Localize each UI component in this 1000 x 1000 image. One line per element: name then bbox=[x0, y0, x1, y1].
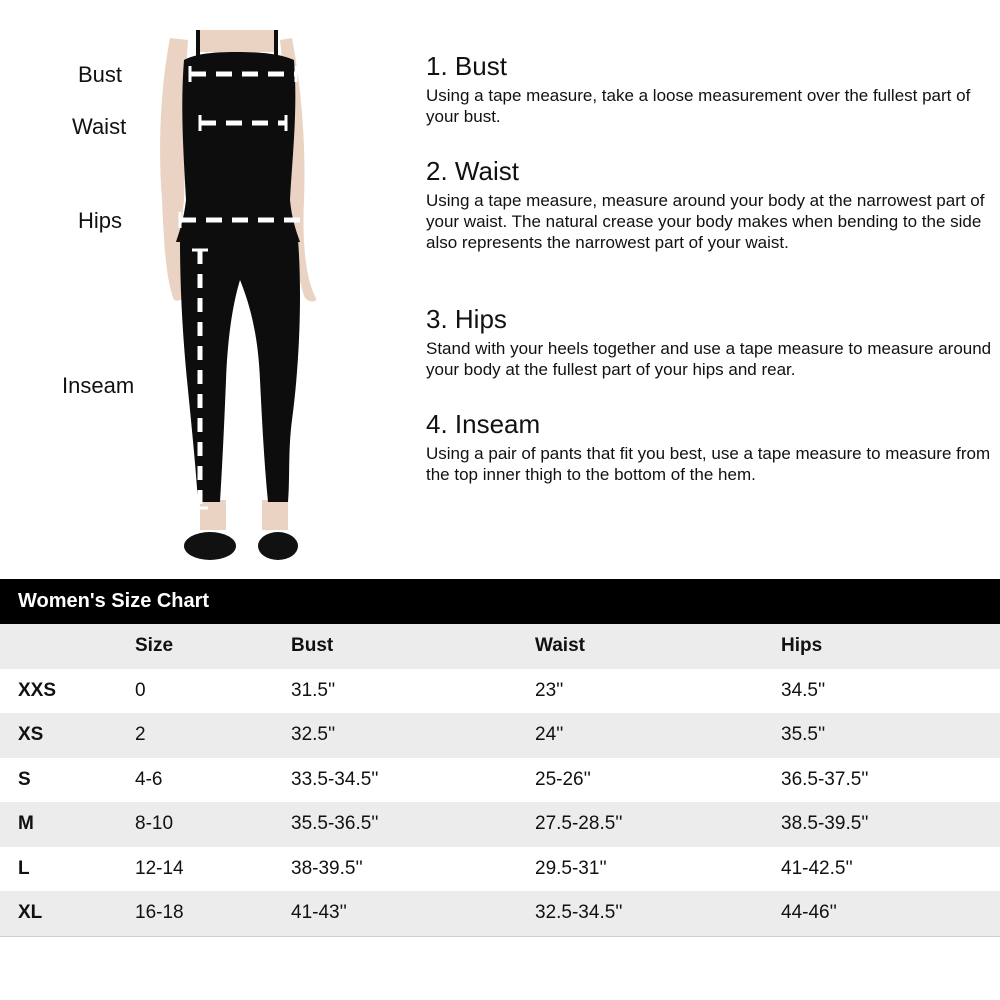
hips-cell: 35.5'' bbox=[781, 724, 826, 746]
hips-cell: 34.5'' bbox=[781, 679, 826, 701]
waist-cell: 23'' bbox=[535, 679, 564, 701]
size-cell: 16-18 bbox=[135, 902, 184, 924]
left-strap bbox=[196, 30, 200, 60]
bust-cell: 41-43'' bbox=[291, 902, 347, 924]
column-header-waist: Waist bbox=[535, 635, 585, 657]
table-row bbox=[0, 847, 1000, 892]
bust-instruction bbox=[426, 50, 996, 127]
size-cell: 4-6 bbox=[135, 768, 163, 790]
waist-instruction-text: Using a tape measure, measure around your body at the narrowest part of your waist. The natural crease your body makes when bending to the side also represents the narrowest part of your waist. bbox=[426, 191, 985, 252]
column-header-size: Size bbox=[135, 635, 174, 657]
size-label-cell: S bbox=[18, 768, 31, 790]
inseam-instruction-text: Using a pair of pants that fit you best, use a tape measure to measure from the top inner thigh to the bottom of the hem. bbox=[426, 444, 991, 484]
column-header-bust: Bust bbox=[291, 635, 334, 657]
waist-instruction bbox=[426, 155, 996, 253]
waist-cell: 24'' bbox=[535, 724, 564, 746]
waist-cell: 27.5-28.5'' bbox=[535, 813, 623, 835]
size-label-cell: L bbox=[18, 857, 30, 879]
size-chart-title: Women's Size Chart bbox=[0, 579, 1000, 624]
inseam-label: Inseam bbox=[62, 373, 135, 398]
table-row bbox=[0, 891, 1000, 936]
hips-cell: 38.5-39.5'' bbox=[781, 813, 869, 835]
bust-instruction-text: Using a tape measure, take a loose measurement over the fullest part of your bust. bbox=[426, 86, 971, 126]
inseam-instruction-title: 4. Inseam bbox=[426, 409, 541, 439]
size-label-cell: XL bbox=[18, 902, 43, 924]
table-header-row bbox=[0, 624, 1000, 669]
bust-cell: 38-39.5'' bbox=[291, 857, 363, 879]
hips-instruction-text: Stand with your heels together and use a tape measure to measure around your body at the fullest part of your hips and rear. bbox=[426, 339, 992, 379]
measurement-figure bbox=[0, 0, 410, 575]
waist-cell: 32.5-34.5'' bbox=[535, 902, 623, 924]
size-chart bbox=[0, 579, 1000, 937]
left-shoe bbox=[184, 532, 236, 560]
size-label-cell: XXS bbox=[18, 679, 57, 701]
hips-instruction-title: 3. Hips bbox=[426, 304, 507, 334]
bust-cell: 33.5-34.5'' bbox=[291, 768, 379, 790]
table-row bbox=[0, 713, 1000, 758]
waist-cell: 25-26'' bbox=[535, 768, 591, 790]
bust-cell: 35.5-36.5'' bbox=[291, 813, 379, 835]
size-cell: 8-10 bbox=[135, 813, 174, 835]
column-header-label bbox=[0, 624, 135, 669]
right-shoe bbox=[258, 532, 298, 560]
waist-cell: 29.5-31'' bbox=[535, 857, 607, 879]
size-cell: 12-14 bbox=[135, 857, 184, 879]
right-strap bbox=[274, 30, 278, 60]
waist-label: Waist bbox=[72, 114, 127, 139]
size-label-cell: XS bbox=[18, 724, 44, 746]
size-cell: 0 bbox=[135, 679, 146, 701]
camisole bbox=[176, 52, 300, 242]
hips-cell: 44-46'' bbox=[781, 902, 837, 924]
size-chart-table bbox=[0, 624, 1000, 936]
waist-instruction-title: 2. Waist bbox=[426, 156, 519, 186]
column-header-hips: Hips bbox=[781, 635, 823, 657]
hips-label: Hips bbox=[78, 208, 123, 233]
table-row bbox=[0, 669, 1000, 714]
bust-label: Bust bbox=[78, 62, 123, 87]
table-row bbox=[0, 758, 1000, 803]
model-silhouette bbox=[140, 30, 340, 570]
table-row bbox=[0, 802, 1000, 847]
table-bottom-border bbox=[0, 936, 1000, 937]
bust-instruction-title: 1. Bust bbox=[426, 51, 507, 81]
bust-cell: 32.5'' bbox=[291, 724, 336, 746]
size-cell: 2 bbox=[135, 724, 146, 746]
hips-cell: 36.5-37.5'' bbox=[781, 768, 869, 790]
inseam-instruction bbox=[426, 408, 996, 485]
hips-instruction bbox=[426, 303, 996, 380]
hips-cell: 41-42.5'' bbox=[781, 857, 853, 879]
size-label-cell: M bbox=[18, 813, 34, 835]
bust-cell: 31.5'' bbox=[291, 679, 336, 701]
